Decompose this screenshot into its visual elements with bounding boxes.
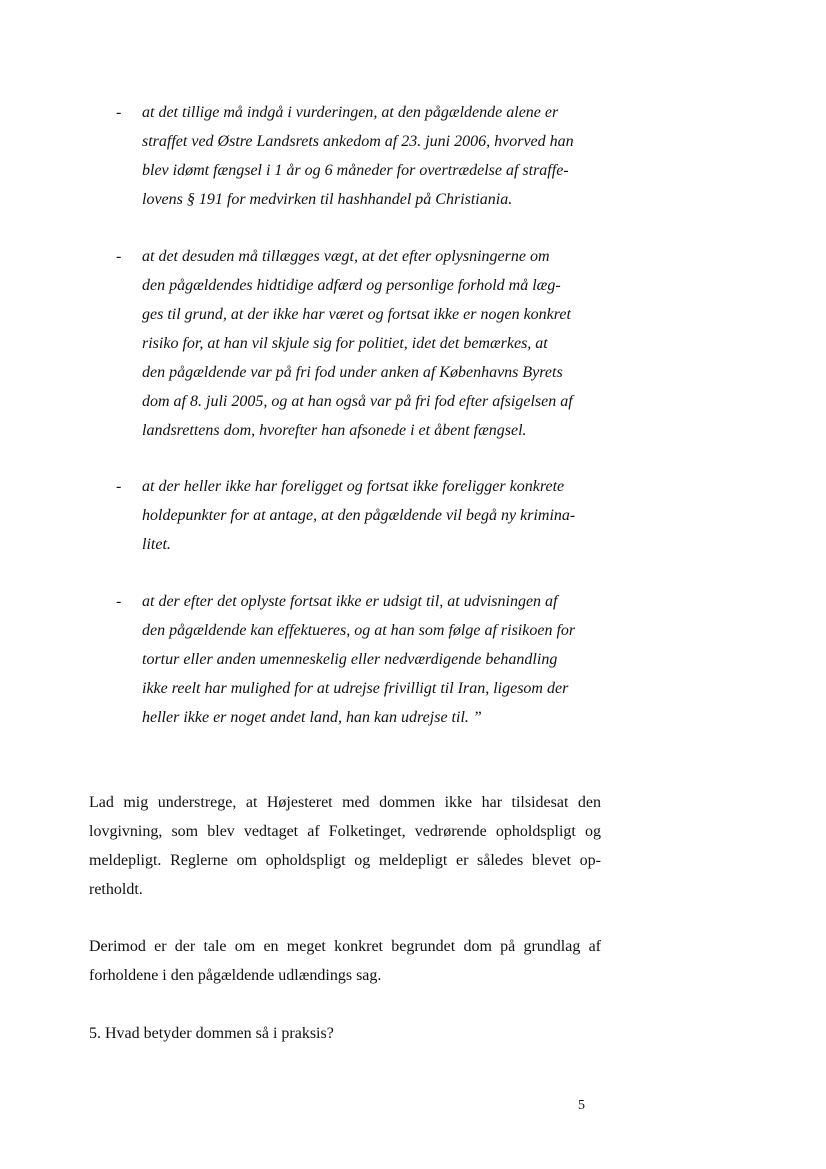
text-line: Derimod er der tale om en meget konkret begrundet dom på grundlag af — [89, 938, 601, 955]
text-line: den pågældende var på fri fod under anken af Københavns Byrets — [142, 364, 563, 381]
text-line: dom af 8. juli 2005, og at han også var på fri fod efter afsigelsen af — [142, 393, 573, 410]
body-paragraph — [89, 788, 601, 904]
section-heading: 5. Hvad betyder dommen så i praksis? — [89, 1025, 334, 1042]
text-line: ges til grund, at der ikke har været og fortsat ikke er nogen konkret — [142, 306, 571, 323]
text-line: meldepligt. Reglerne om opholdspligt og meldepligt er således blevet op- — [89, 852, 601, 869]
bullet-text — [142, 98, 604, 214]
text-line: heller ikke er noget andet land, han kan udrejse til. ” — [142, 709, 482, 726]
text-line: retholdt. — [89, 881, 143, 898]
text-line: straffet ved Østre Landsrets ankedom af 23. juni 2006, hvorved han — [142, 133, 574, 150]
text-line: lovens § 191 for medvirken til hashhandel på Christiania. — [142, 191, 513, 208]
text-line: at der heller ikke har foreligget og fortsat ikke foreligger konkrete — [142, 478, 565, 495]
text-line: Lad mig understrege, at Højesteret med dommen ikke har tilsidesat den — [89, 794, 601, 811]
text-line: lovgivning, som blev vedtaget af Folketinget, vedrørende opholdspligt og — [89, 823, 601, 840]
text-line: ikke reelt har mulighed for at udrejse frivilligt til Iran, ligesom der — [142, 680, 569, 697]
bullet-dash: - — [116, 478, 122, 495]
text-line: at der efter det oplyste fortsat ikke er udsigt til, at udvisningen af — [142, 593, 558, 610]
text-line: tortur eller anden umenneskelig eller nedværdigende behandling — [142, 651, 558, 668]
text-line: holdepunkter for at antage, at den pågældende vil begå ny krimina- — [142, 507, 576, 524]
text-line: litet. — [142, 536, 171, 553]
text-line: forholdene i den pågældende udlændings sag. — [89, 967, 382, 984]
bullet-text — [142, 587, 604, 732]
body-paragraph — [89, 932, 601, 990]
text-line: at det desuden må tillægges vægt, at det efter oplysningerne om — [142, 248, 550, 265]
text-line: risiko for, at han vil skjule sig for politiet, idet det bemærkes, at — [142, 335, 548, 352]
text-line: den pågældende kan effektueres, og at han som følge af risikoen for — [142, 622, 576, 639]
bullet-dash: - — [116, 593, 122, 610]
page-number: 5 — [578, 1098, 585, 1113]
text-line: blev idømt fængsel i 1 år og 6 måneder for overtrædelse af straffe- — [142, 162, 569, 179]
text-line: landsrettens dom, hvorefter han afsonede i et åbent fængsel. — [142, 422, 527, 439]
bullet-text — [142, 242, 604, 445]
bullet-dash: - — [116, 248, 122, 265]
text-line: at det tillige må indgå i vurderingen, at den pågældende alene er — [142, 104, 559, 121]
text-line: den pågældendes hidtidige adfærd og personlige forhold må læg- — [142, 277, 561, 294]
bullet-text — [142, 472, 604, 559]
bullet-dash: - — [116, 104, 122, 121]
